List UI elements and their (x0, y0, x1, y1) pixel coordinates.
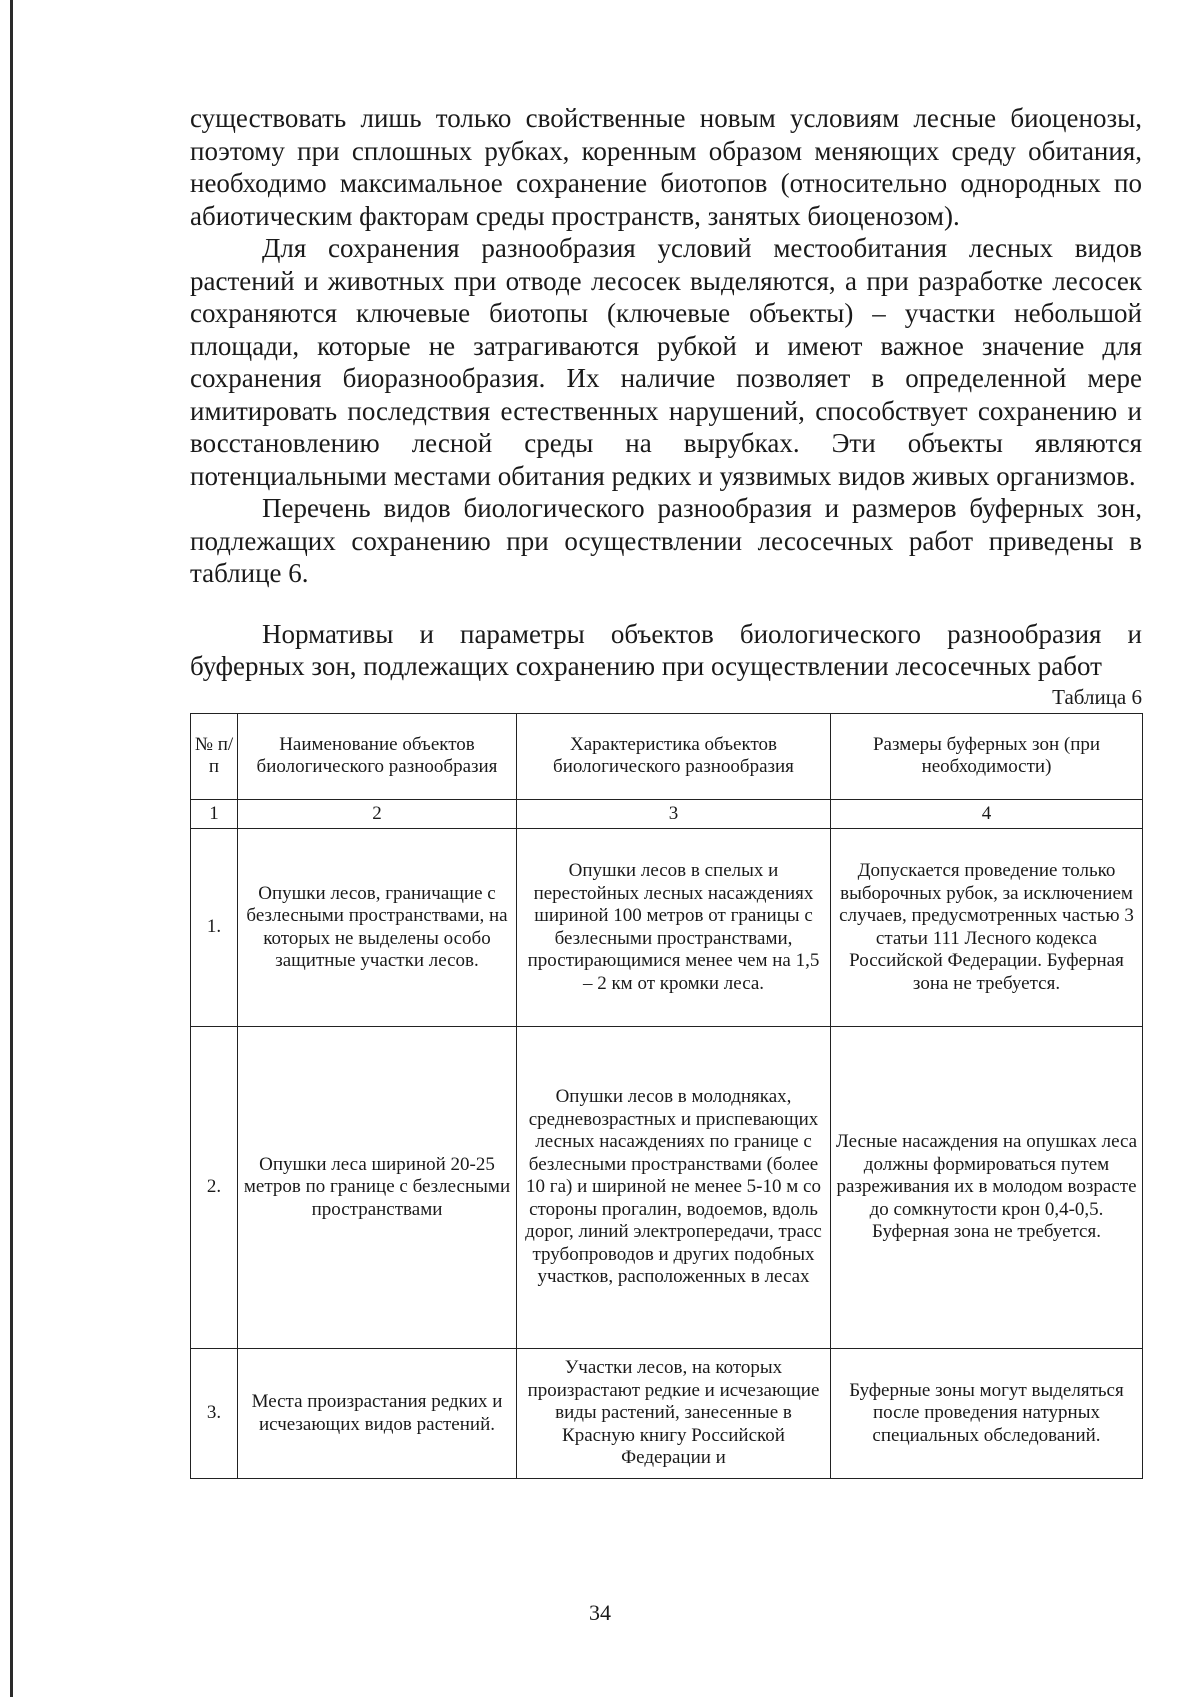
row-buffer: Допускается проведение только выборочных рубок, за исключением случаев, предусмотренных частью 3 статьи 111 Лесного кодекса Российской Федерации. Буферная зона не требуется. (831, 829, 1143, 1027)
header-number: № п/п (191, 713, 238, 799)
biodiversity-table (190, 713, 1143, 1480)
header-name: Наименование объектов биологического разнообразия (238, 713, 517, 799)
row-name: Места произрастания редких и исчезающих видов растений. (238, 1349, 517, 1479)
column-number-row (191, 799, 1143, 829)
header-characteristics: Характеристика объектов биологического разнообразия (517, 713, 831, 799)
row-name: Опушки лесов, граничащие с безлесными пространствами, на которых не выделены особо защитные участки лесов. (238, 829, 517, 1027)
table-header-row (191, 713, 1143, 799)
table-label: Таблица 6 (1052, 684, 1142, 709)
row-number: 1. (191, 829, 238, 1027)
paragraph-key-biotopes: Для сохранения разнообразия условий местообитания лесных видов растений и животных при отводе лесосек выделяются, а при разработке лесосек сохраняются ключевые биотопы (ключевые объекты) – участки небольшой площади, которые не затрагиваются рубкой и имеют важное значение для сохранения биоразнообразия. Их наличие позволяет в определенной мере имитировать последствия естественных нарушений, способствует сохранению и восстановлению лесной среды на вырубках. Эти объекты являются потенциальными местами обитания редких и уязвимых видов живых организмов. (190, 233, 1142, 491)
column-number: 2 (238, 799, 517, 829)
row-characteristics: Опушки лесов в спелых и перестойных лесных насаждениях шириной 100 метров от границы с безлесными пространствами, простирающимися менее чем на 1,5 – 2 км от кромки леса. (517, 829, 831, 1027)
table-row (191, 1349, 1143, 1479)
document-page (190, 102, 1142, 1479)
row-number: 3. (191, 1349, 238, 1479)
column-number: 3 (517, 799, 831, 829)
column-number: 1 (191, 799, 238, 829)
header-buffer: Размеры буферных зон (при необходимости) (831, 713, 1143, 799)
scan-edge-line (10, 0, 13, 1697)
row-number: 2. (191, 1027, 238, 1349)
row-buffer: Буферные зоны могут выделяться после проведения натурных специальных обследований. (831, 1349, 1143, 1479)
table-row (191, 1027, 1143, 1349)
paragraph-table-reference: Перечень видов биологического разнообразия и размеров буферных зон, подлежащих сохранению при осуществлении лесосечных работ приведены в таблице 6. (190, 493, 1142, 588)
row-characteristics: Опушки лесов в молодняках, средневозрастных и приспевающих лесных насаждениях по границе с безлесными пространствами (более 10 га) и шириной не менее 5-10 м со стороны прогалин, водоемов, вдоль дорог, линий электропередачи, трасс трубопроводов и других подобных участков, расположенных в лесах (517, 1027, 831, 1349)
page-number: 34 (589, 1600, 611, 1625)
row-characteristics: Участки лесов, на которых произрастают редкие и исчезающие виды растений, занесенные в Красную книгу Российской Федерации и (517, 1349, 831, 1479)
table-caption: Нормативы и параметры объектов биологического разнообразия и буферных зон, подлежащих сохранению при осуществлении лесосечных работ (190, 618, 1142, 681)
row-name: Опушки леса шириной 20-25 метров по границе с безлесными пространствами (238, 1027, 517, 1349)
row-buffer: Лесные насаждения на опушках леса должны формироваться путем разреживания их в молодом возрасте до сомкнутости крон 0,4-0,5. Буферная зона не требуется. (831, 1027, 1143, 1349)
column-number: 4 (831, 799, 1143, 829)
paragraph-continuation: существовать лишь только свойственные новым условиям лесные биоценозы, поэтому при сплошных рубках, коренным образом меняющих среду обитания, необходимо максимальное сохранение биотопов (относительно однородных по абиотическим факторам среды пространств, занятых биоценозом). (190, 103, 1142, 231)
table-row (191, 829, 1143, 1027)
